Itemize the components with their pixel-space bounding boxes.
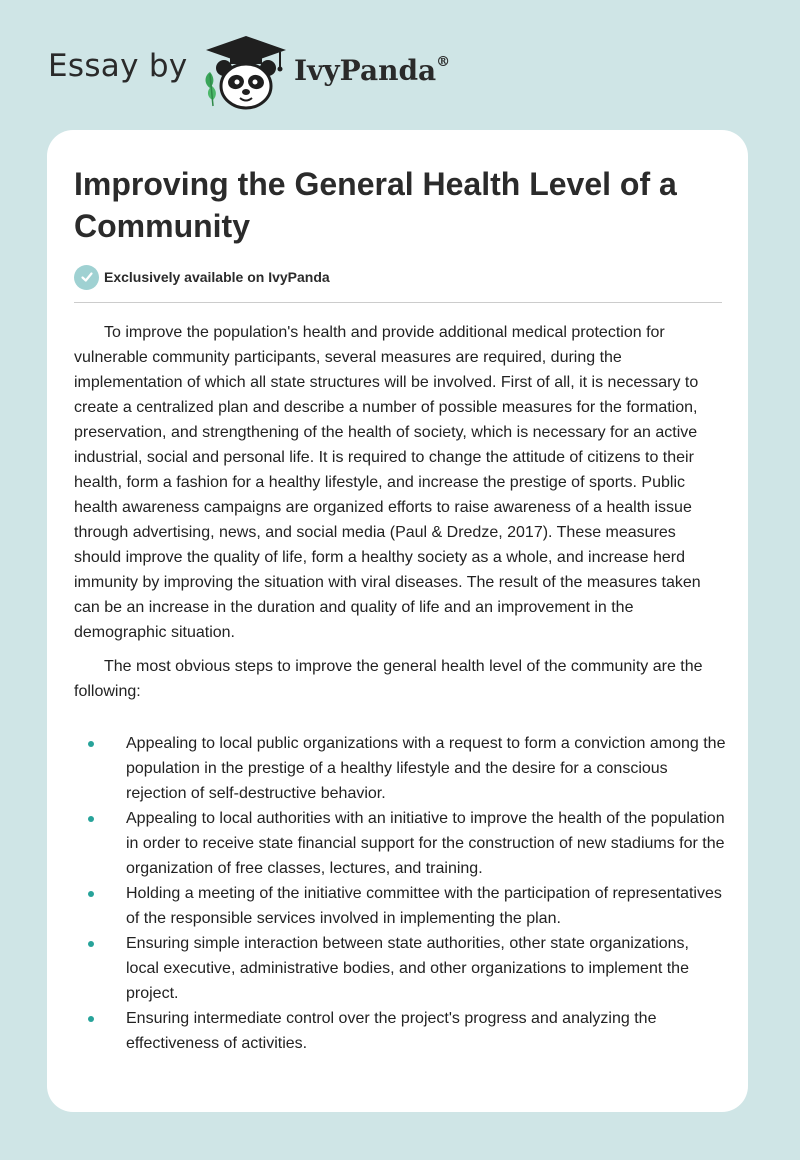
list-item: Holding a meeting of the initiative committee with the participation of representatives of the responsible services involved in implementing the plan. xyxy=(74,881,726,931)
paragraph: The most obvious steps to improve the general health level of the community are the following: xyxy=(74,658,703,700)
essay-card xyxy=(47,130,748,1112)
list-item: Appealing to local public organizations with a request to form a conviction among the population in the prestige of a healthy lifestyle and the desire for a conscious rejection of self-destructive behavior. xyxy=(74,731,726,806)
steps-list xyxy=(74,731,726,1056)
essay-body xyxy=(74,320,726,1056)
exclusive-label: Exclusively available on IvyPanda xyxy=(104,269,330,285)
essay-by-label: Essay by xyxy=(48,48,188,84)
panda-graduation-cap-logo-icon[interactable] xyxy=(200,34,292,110)
divider xyxy=(74,302,722,303)
checkmark-icon xyxy=(74,265,99,290)
paragraph: To improve the population's health and provide additional medical protection for vulnerable community participants, several measures are required, during the implementation of which all state structures will be involved. First of all, it is necessary to create a centralized plan and describe a number of possible measures for the formation, preservation, and strengthening of the health of society, which is necessary for an active industrial, social and personal life. It is required to change the attitude of citizens to their health, form a fashion for a healthy lifestyle, and increase the prestige of sports. Public health awareness campaigns are organized efforts to raise awareness of a health issue through advertising, news, and social media (Paul & Dredze, 2017). These measures should improve the quality of life, form a healthy society as a whole, and increase herd immunity by improving the situation with viral diseases. The result of the measures taken can be an increase in the duration and quality of life and an improvement in the demographic situation. xyxy=(74,324,701,641)
brand-name[interactable] xyxy=(294,54,450,87)
list-item: Ensuring simple interaction between state authorities, other state organizations, local executive, administrative bodies, and other organizations to implement the project. xyxy=(74,931,726,1006)
exclusive-badge xyxy=(74,264,330,290)
list-item: Appealing to local authorities with an initiative to improve the health of the population in order to receive state financial support for the construction of new stadiums for the organization of free classes, lectures, and training. xyxy=(74,806,726,881)
page-title: Improving the General Health Level of a Community xyxy=(74,166,677,244)
registered-mark: ® xyxy=(436,53,451,70)
site-header xyxy=(48,30,548,110)
list-item: Ensuring intermediate control over the project's progress and analyzing the effectiveness of activities. xyxy=(74,1006,726,1056)
brand-name-text: IvyPanda xyxy=(294,54,437,87)
